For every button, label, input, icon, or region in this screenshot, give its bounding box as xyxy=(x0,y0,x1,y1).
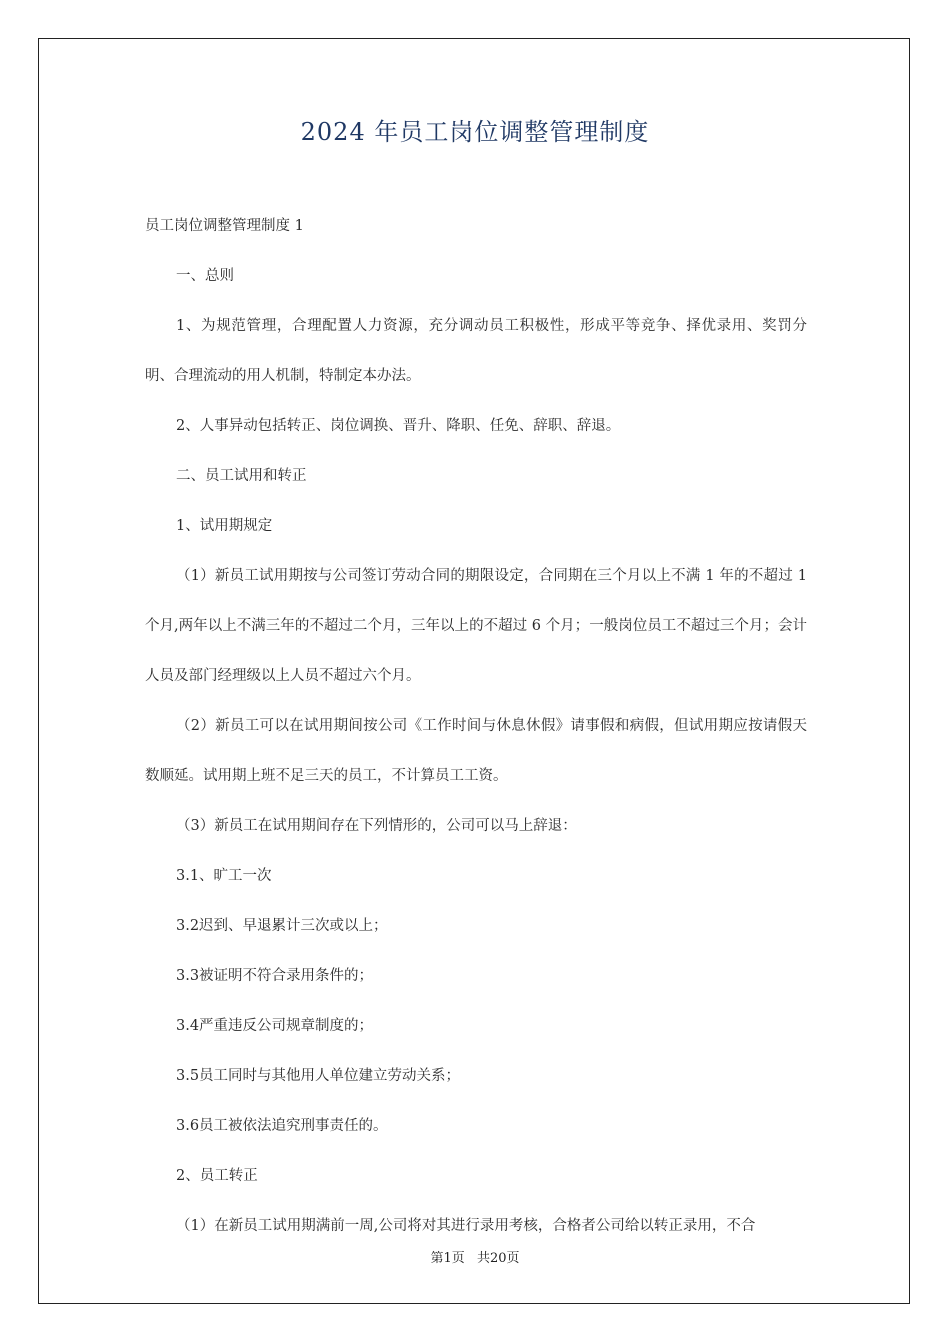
paragraph: （1）在新员工试用期满前一周,公司将对其进行录用考核，合格者公司给以转正录用，不合 xyxy=(176,1218,756,1234)
paragraph: 1、为规范管理，合理配置人力资源，充分调动员工积极性，形成平等竞争、择优录用、奖罚分明、合理流动的用人机制，特制定本办法。 xyxy=(145,318,807,384)
paragraph: 3.3被证明不符合录用条件的； xyxy=(176,968,374,984)
paragraph: 3.1、旷工一次 xyxy=(176,868,272,884)
paragraph: （2）新员工可以在试用期间按公司《工作时间与休息休假》请事假和病假，但试用期应按请假天数顺延。试用期上班不足三天的员工，不计算员工工资。 xyxy=(145,718,807,784)
page-total: 共20页 xyxy=(476,1251,520,1266)
paragraph: 3.2迟到、早退累计三次或以上； xyxy=(176,918,388,934)
paragraph: 2、员工转正 xyxy=(176,1168,258,1184)
paragraph: （1）新员工试用期按与公司签订劳动合同的期限设定，合同期在三个月以上不满 1 年的不超过 1 个月,两年以上不满三年的不超过二个月，三年以上的不超过 6 个月；一般岗位员工不超过三个月；会计人员及部门经理级以上人员不超过六个月。 xyxy=(145,568,807,684)
page-footer xyxy=(0,1247,950,1266)
paragraph: 二、员工试用和转正 xyxy=(176,468,307,484)
document-title: 2024 年员工岗位调整管理制度 xyxy=(300,118,650,146)
paragraph: 1、试用期规定 xyxy=(176,518,273,534)
paragraph: 一、总则 xyxy=(176,268,234,284)
page-number: 第1页 xyxy=(430,1251,465,1266)
paragraph: 3.5员工同时与其他用人单位建立劳动关系； xyxy=(176,1068,461,1084)
paragraph: 3.6员工被依法追究刑事责任的。 xyxy=(176,1118,388,1134)
paragraph: 3.4严重违反公司规章制度的； xyxy=(176,1018,374,1034)
paragraph: 员工岗位调整管理制度 1 xyxy=(145,218,304,234)
document-body xyxy=(145,201,807,1251)
paragraph: （3）新员工在试用期间存在下列情形的，公司可以马上辞退： xyxy=(176,818,577,834)
paragraph: 2、人事异动包括转正、岗位调换、晋升、降职、任免、辞职、辞退。 xyxy=(176,418,621,434)
